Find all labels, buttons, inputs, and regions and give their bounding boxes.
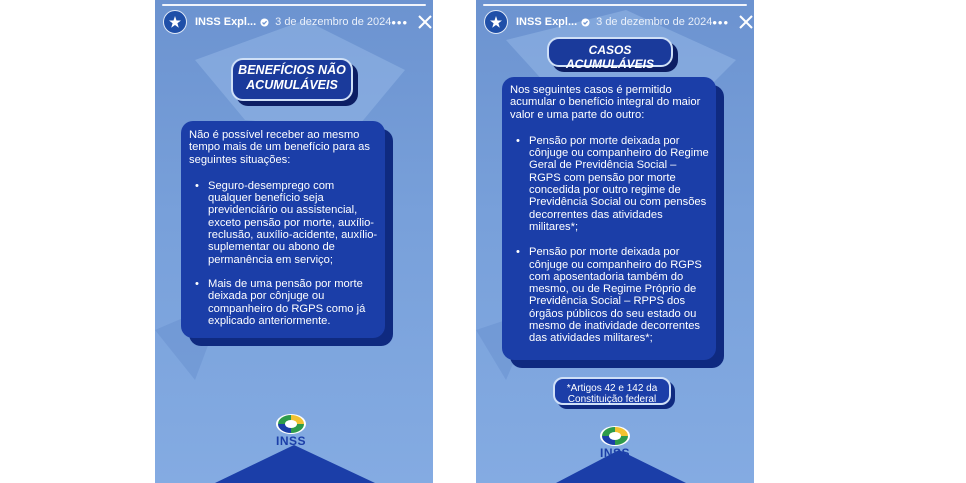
section-title-line1: BENEFÍCIOS NÃO: [238, 63, 346, 77]
account-avatar[interactable]: [163, 10, 187, 34]
card-intro: Nos seguintes casos é permitido acumular o benefício integral do maior valor e uma parte do outro:: [510, 84, 701, 121]
logo-text: INSS: [275, 434, 306, 448]
account-name[interactable]: INSS Expl...: [516, 16, 578, 28]
account-name[interactable]: INSS Expl...: [195, 16, 257, 28]
story-header: [484, 10, 746, 34]
inss-star-icon: [489, 15, 503, 29]
story-cumulative-cases: [476, 0, 754, 483]
footnote-line2: Constituição federal: [567, 394, 657, 405]
benefit-list: [189, 180, 379, 327]
section-title-line2: ACUMULÁVEIS: [246, 78, 338, 92]
logo-text: INSS: [599, 446, 630, 460]
close-icon[interactable]: [739, 15, 753, 29]
card-intro: Não é possível receber ao mesmo tempo mais de um benefício para as seguintes situações:: [189, 129, 370, 166]
case-list: [510, 135, 710, 345]
account-avatar[interactable]: [484, 10, 508, 34]
story-benefits-not-cumulative: [155, 0, 433, 483]
post-date: 3 de dezembro de 2024: [596, 16, 713, 28]
more-options-icon[interactable]: •••: [712, 14, 729, 30]
list-item: • Pensão por morte deixada por cônjuge ou companheiro do Regime Geral de Previdência Social – RGPS com pensão por morte concedida por outro regime de Previdência Social ou com pensões decorrentes das atividades militares*;: [529, 135, 710, 233]
section-title: [547, 37, 673, 72]
inss-star-icon: [168, 15, 182, 29]
inss-logo: [598, 424, 632, 460]
section-title: [231, 58, 353, 101]
list-item: • Seguro-desemprego com qualquer benefício seja previdenciário ou assistencial, exceto pensão por morte, auxílio-reclusão, auxílio-acidente, auxílio-suplementar ou abono de permanência em serviço;: [208, 180, 379, 266]
story-progress-bar: [162, 4, 426, 6]
section-title-line1: CASOS ACUMULÁVEIS: [565, 43, 654, 72]
inss-logo: [274, 412, 308, 448]
inss-logo-icon: [598, 424, 632, 448]
story-progress-bar: [483, 4, 747, 6]
story-header: [163, 10, 425, 34]
list-item: • Pensão por morte deixada por cônjuge ou companheiro do RGPS com aposentadoria também do mesmo, ou de Regime Próprio de Previdência Social – RPPS dos órgãos públicos do seu estado ou mesmo de inatividade decorrentes das atividades militares*;: [529, 246, 710, 344]
verified-badge-icon: [260, 18, 269, 27]
footnote: [553, 377, 671, 405]
post-date: 3 de dezembro de 2024: [275, 16, 392, 28]
close-icon[interactable]: [418, 15, 432, 29]
info-card: [502, 77, 716, 360]
footnote-line1: *Artigos 42 e 142 da: [566, 383, 658, 394]
list-item: • Mais de uma pensão por morte deixada por cônjuge ou companheiro do RGPS como já explicado anteriormente.: [208, 278, 379, 327]
verified-badge-icon: [581, 18, 590, 27]
more-options-icon[interactable]: •••: [391, 14, 408, 30]
inss-logo-icon: [274, 412, 308, 436]
info-card: [181, 121, 385, 338]
